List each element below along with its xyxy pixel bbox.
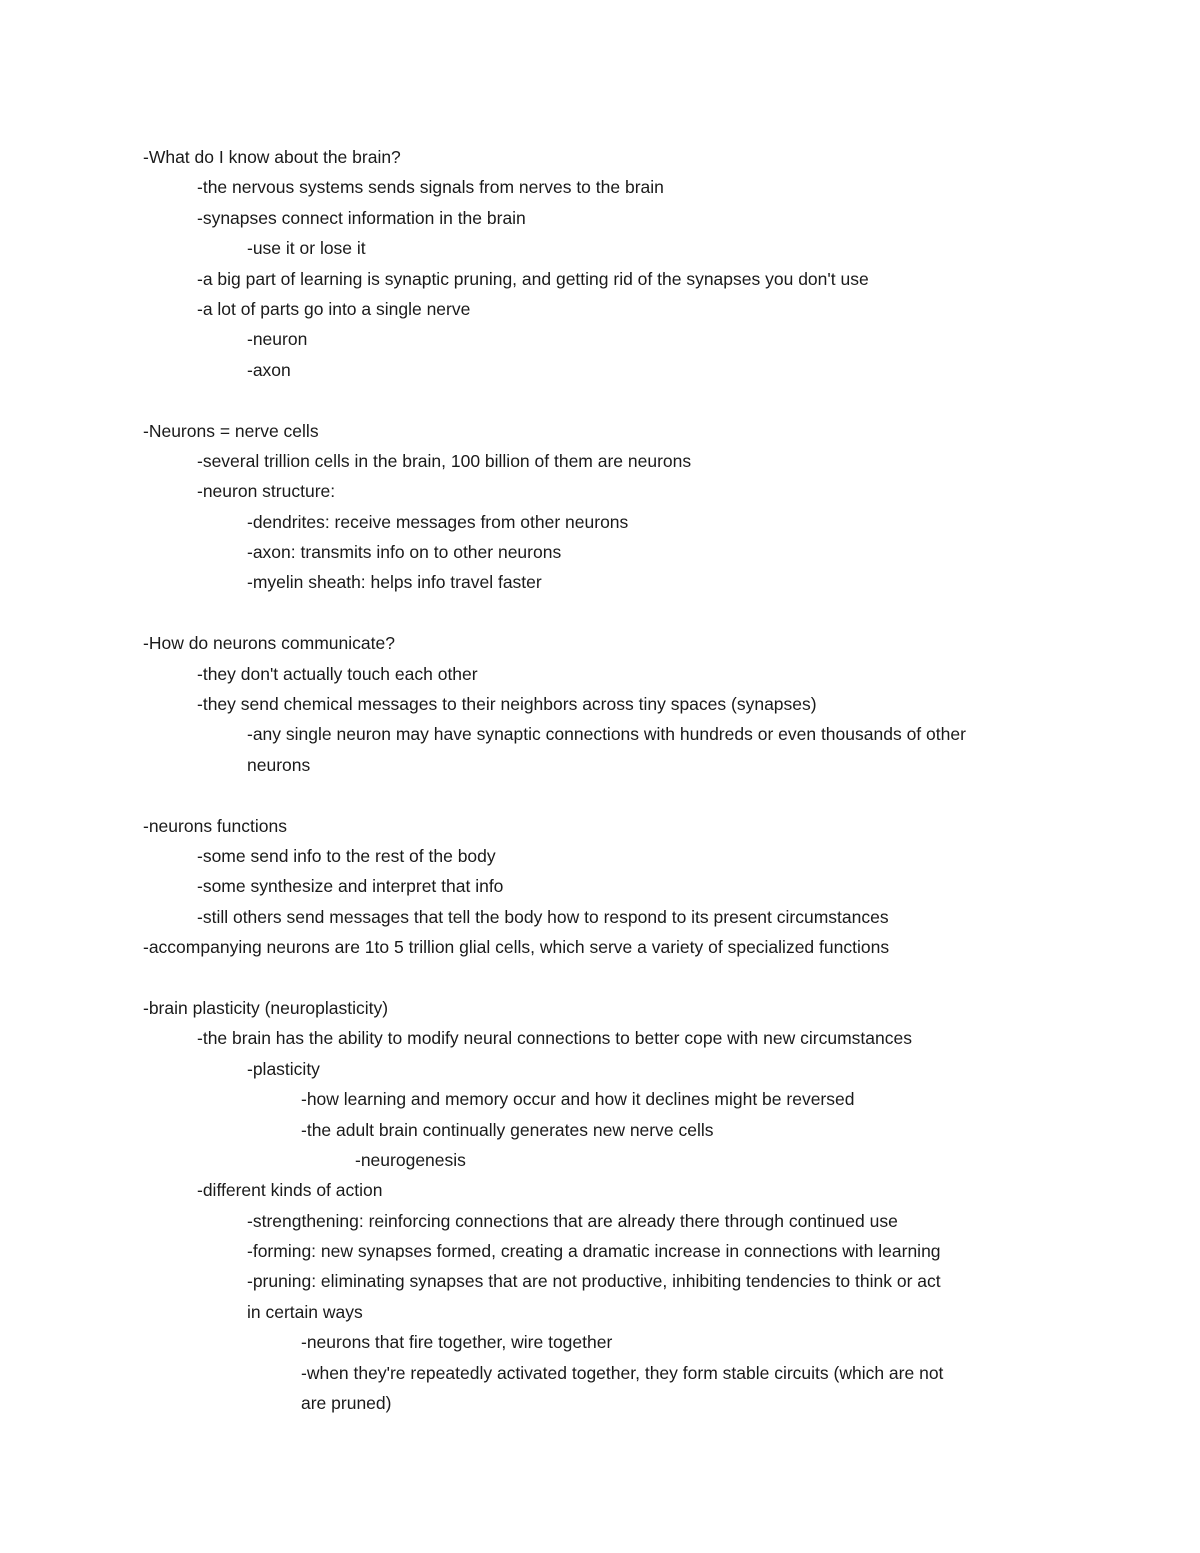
note-line: -neuron — [247, 329, 308, 350]
note-line: -dendrites: receive messages from other neurons — [247, 511, 629, 532]
note-line: -several trillion cells in the brain, 100 billion of them are neurons — [197, 450, 692, 471]
note-line: -neurons that fire together, wire together — [301, 1332, 613, 1353]
notes-body — [143, 142, 1073, 1418]
note-line: neurons — [247, 754, 311, 775]
note-line: -still others send messages that tell the body how to respond to its present circumstances — [197, 906, 889, 927]
note-line: -the brain has the ability to modify neural connections to better cope with new circumstances — [197, 1028, 912, 1049]
section-heading-plasticity: -brain plasticity (neuroplasticity) — [143, 997, 389, 1018]
note-line: -strengthening: reinforcing connections that are already there through continued use — [247, 1210, 898, 1231]
note-line: -pruning: eliminating synapses that are not productive, inhibiting tendencies to think or act — [247, 1271, 941, 1292]
note-line: -neurogenesis — [355, 1149, 466, 1170]
blank-line — [143, 385, 1073, 415]
note-line: -axon — [247, 359, 291, 380]
note-line: are pruned) — [301, 1393, 392, 1414]
blank-line — [143, 598, 1073, 628]
note-line: -axon: transmits info on to other neurons — [247, 542, 562, 563]
note-line: -different kinds of action — [197, 1180, 383, 1201]
section-heading-functions: -neurons functions — [143, 815, 287, 836]
note-line: -how learning and memory occur and how it declines might be reversed — [301, 1089, 855, 1110]
note-line: -neuron structure: — [197, 481, 336, 502]
note-line: -forming: new synapses formed, creating a dramatic increase in connections with learning — [247, 1241, 941, 1262]
note-line: -some synthesize and interpret that info — [197, 876, 504, 897]
note-line: -synapses connect information in the brain — [197, 207, 526, 228]
note-line: -plasticity — [247, 1058, 320, 1079]
blank-line — [143, 963, 1073, 993]
note-line: in certain ways — [247, 1301, 363, 1322]
section-heading-brain-knowledge: -What do I know about the brain? — [143, 147, 401, 167]
note-line: -a lot of parts go into a single nerve — [197, 298, 471, 319]
note-line: -a big part of learning is synaptic pruning, and getting rid of the synapses you don't use — [197, 268, 869, 289]
note-line: -myelin sheath: helps info travel faster — [247, 572, 542, 593]
note-line: -use it or lose it — [247, 238, 366, 259]
note-line: -the adult brain continually generates new nerve cells — [301, 1119, 714, 1140]
blank-line — [143, 780, 1073, 810]
note-line: -accompanying neurons are 1to 5 trillion glial cells, which serve a variety of specialized functions — [143, 937, 890, 958]
note-line: -they send chemical messages to their neighbors across tiny spaces (synapses) — [197, 694, 817, 715]
section-heading-neurons: -Neurons = nerve cells — [143, 420, 319, 441]
note-line: -when they're repeatedly activated together, they form stable circuits (which are not — [301, 1362, 944, 1383]
note-line: -any single neuron may have synaptic connections with hundreds or even thousands of other — [247, 724, 966, 745]
section-heading-communication: -How do neurons communicate? — [143, 633, 395, 654]
note-line: -they don't actually touch each other — [197, 663, 478, 684]
note-line: -the nervous systems sends signals from nerves to the brain — [197, 177, 664, 198]
note-line: -some send info to the rest of the body — [197, 845, 496, 866]
